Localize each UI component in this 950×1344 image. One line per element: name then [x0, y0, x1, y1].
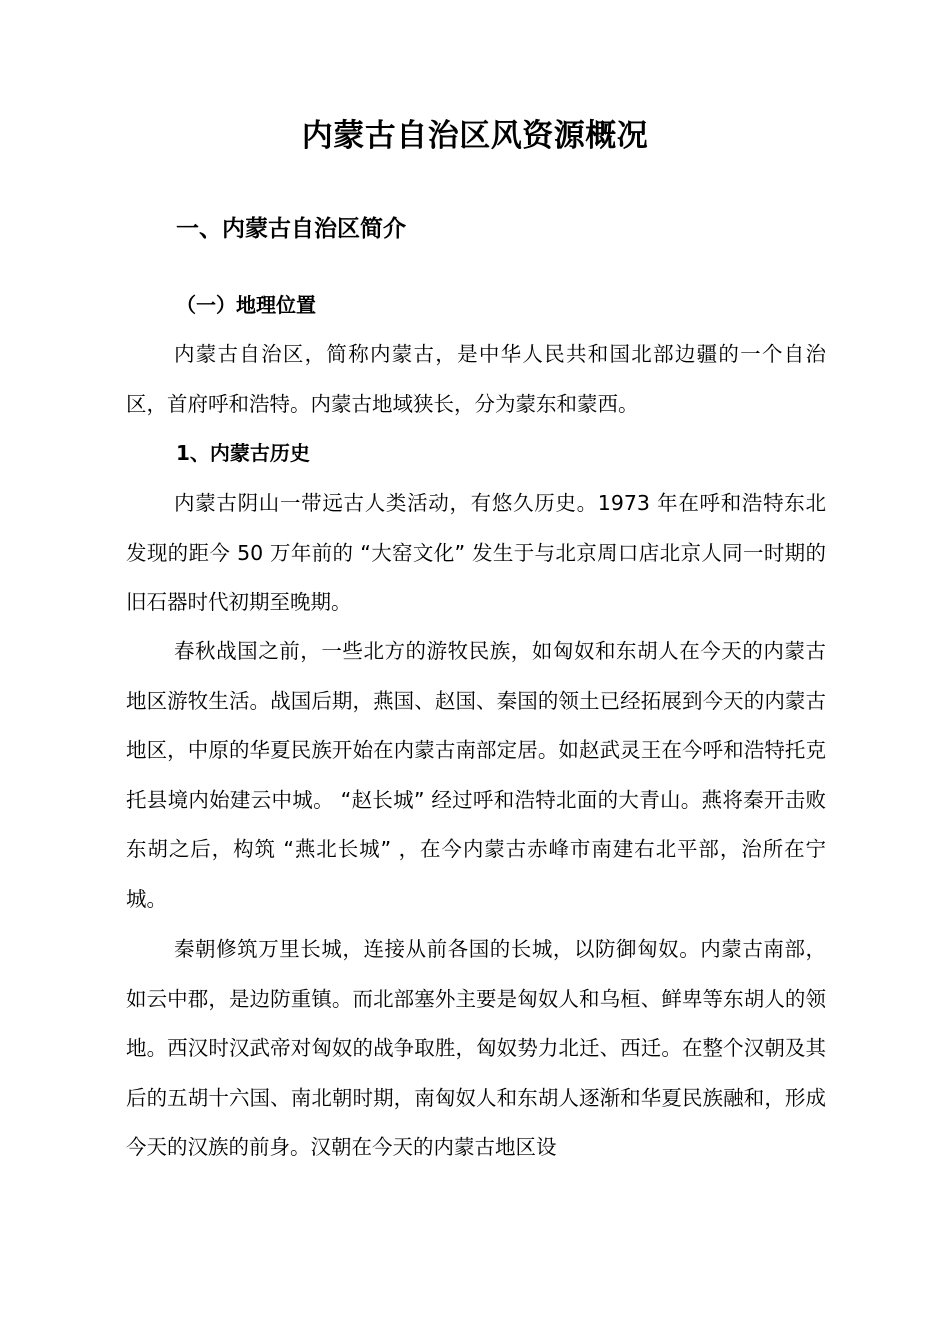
- section-heading-introduction: 一、内蒙古自治区简介: [176, 216, 406, 242]
- document-title: 内蒙古自治区风资源概况: [301, 118, 649, 154]
- paragraph-history-qin-han: 秦朝修筑万里长城，连接从前各国的长城，以防御匈奴。内蒙古南部，如云中郡，是边防重镇。而北部塞外主要是匈奴人和乌桓、鲜卑等东胡人的领地。西汉时汉武帝对匈奴的战争取胜，匈奴势力北迁、西迁。在整个汉朝及其后的五胡十六国、南北朝时期，南匈奴人和东胡人逐渐和华夏民族融和，形成今天的汉族的前身。汉朝在今天的内蒙古地区设: [126, 937, 826, 1160]
- subsection-heading-history: 1、内蒙古历史: [176, 441, 310, 465]
- paragraph-geography: 内蒙古自治区，简称内蒙古，是中华人民共和国北部边疆的一个自治区，首府呼和浩特。内蒙古地域狭长，分为蒙东和蒙西。: [126, 342, 826, 416]
- subsection-heading-geography: （一）地理位置: [176, 293, 316, 317]
- paragraph-history-ancient: 内蒙古阴山一带远古人类活动，有悠久历史。1973 年在呼和浩特东北发现的距今 50 万年前的 “大窑文化” 发生于与北京周口店北京人同一时期的旧石器时代初期至晚期。: [126, 491, 826, 615]
- paragraph-history-warring-states: 春秋战国之前，一些北方的游牧民族，如匈奴和东胡人在今天的内蒙古地区游牧生活。战国后期，燕国、赵国、秦国的领土已经拓展到今天的内蒙古地区，中原的华夏民族开始在内蒙古南部定居。如赵武灵王在今呼和浩特托克托县境内始建云中城。 “赵长城” 经过呼和浩特北面的大青山。燕将秦开击败东胡之后，构筑 “燕北长城” ，在今内蒙古赤峰市南建右北平部，治所在宁城。: [126, 639, 826, 911]
